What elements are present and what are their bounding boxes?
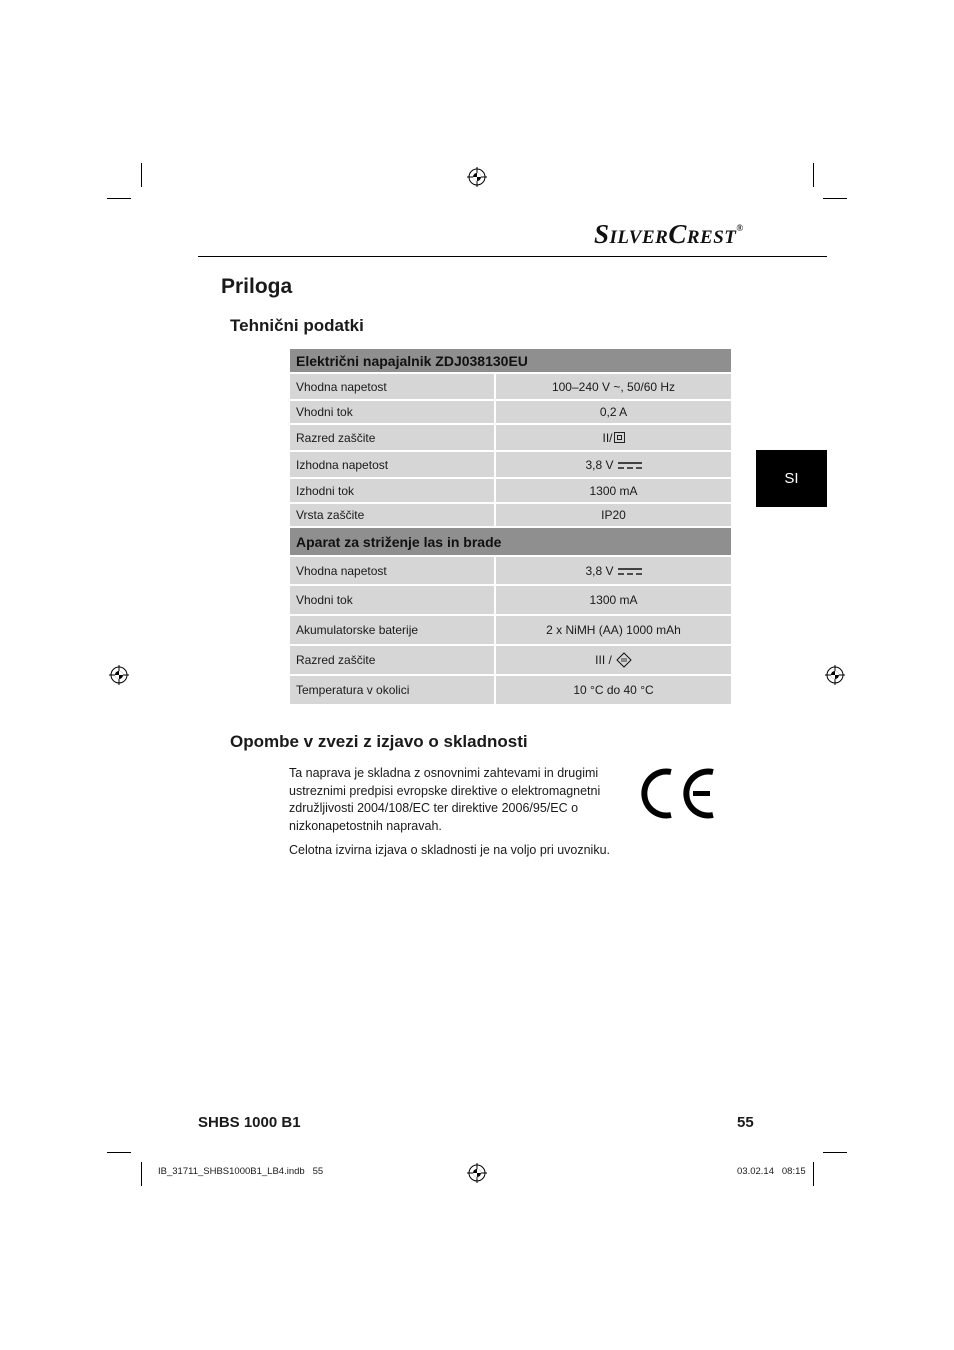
- row-value: [496, 452, 731, 477]
- spec-table: [290, 349, 731, 706]
- row-label: Razred zaščite: [290, 425, 494, 450]
- row-value: [496, 646, 731, 674]
- dc-current-icon: [618, 566, 642, 576]
- row-value: [496, 557, 731, 584]
- dc-current-icon: [618, 460, 642, 470]
- row-label: Temperatura v okolici: [290, 676, 494, 704]
- crop-mark: [813, 163, 814, 187]
- table-row: [290, 557, 731, 584]
- row-label: Vrsta zaščite: [290, 504, 494, 526]
- table-group-header: [290, 349, 731, 372]
- registration-mark-icon: [109, 665, 129, 685]
- page-title: Priloga: [221, 275, 293, 298]
- language-tab: SI: [756, 450, 827, 507]
- table-row: [290, 425, 731, 450]
- brand-part1: Silver: [594, 219, 669, 249]
- footer-model: SHBS 1000 B1: [198, 1114, 301, 1131]
- crop-mark: [141, 163, 142, 187]
- row-label: Vhodna napetost: [290, 374, 494, 399]
- row-label: Vhodni tok: [290, 586, 494, 614]
- protection-class-iii-icon: [616, 652, 632, 668]
- row-value: 0,2 A: [496, 401, 731, 423]
- ce-mark: [641, 766, 717, 821]
- row-value: 1300 mA: [496, 479, 731, 502]
- section-title-tech: Tehnični podatki: [230, 316, 364, 335]
- row-label: Akumulatorske baterije: [290, 616, 494, 644]
- row-label: Izhodna napetost: [290, 452, 494, 477]
- crop-mark: [823, 198, 847, 199]
- registration-mark-icon: [467, 167, 487, 187]
- row-value-text: III /: [595, 653, 612, 667]
- row-value: [496, 425, 731, 450]
- table-row: [290, 479, 731, 502]
- table-group-header: [290, 528, 731, 555]
- row-value: IP20: [496, 504, 731, 526]
- table-row: [290, 452, 731, 477]
- row-value-text: 3,8 V: [585, 457, 614, 472]
- row-label: Vhodni tok: [290, 401, 494, 423]
- registration-mark-icon: [825, 665, 845, 685]
- crop-mark: [813, 1162, 814, 1186]
- crop-mark: [107, 1152, 131, 1153]
- row-label: Izhodni tok: [290, 479, 494, 502]
- table-row: [290, 374, 731, 399]
- brand-logo: [594, 219, 744, 250]
- row-value-text: 3,8 V: [585, 563, 614, 578]
- row-value-text: II/: [602, 430, 613, 445]
- conformity-paragraph: Celotna izvirna izjava o skladnosti je na voljo pri uvozniku.: [289, 843, 610, 857]
- registration-mark-icon: [467, 1163, 487, 1183]
- conformity-paragraph: Ta naprava je skladna z osnovnimi zahtevami in drugimi ustreznimi predpisi evropske direktive o elektromagnetni združljivosti 2004/108/EC ter direktive 2006/95/EC o nizkonapetostnih napravah.: [289, 766, 601, 833]
- crop-mark: [141, 1162, 142, 1186]
- table-row: [290, 586, 731, 614]
- header-rule: [198, 256, 827, 257]
- trademark-symbol: ®: [736, 223, 744, 233]
- table-row: [290, 616, 731, 644]
- row-value: 1300 mA: [496, 586, 731, 614]
- slug-file: IB_31711_SHBS1000B1_LB4.indb 55: [158, 1166, 324, 1177]
- crop-mark: [107, 198, 131, 199]
- table-row: [290, 401, 731, 423]
- table-row: [290, 646, 731, 674]
- slug-date: 03.02.14 08:15: [737, 1166, 806, 1177]
- row-label: Vhodna napetost: [290, 557, 494, 584]
- table-row: [290, 676, 731, 704]
- section-title-conformity: Opombe v zvezi z izjavo o skladnosti: [230, 732, 528, 751]
- crop-mark: [823, 1152, 847, 1153]
- row-value: 2 x NiMH (AA) 1000 mAh: [496, 616, 731, 644]
- protection-class-ii-icon: [614, 432, 625, 443]
- table-row: [290, 504, 731, 526]
- brand-part2: Crest: [668, 219, 737, 249]
- row-label: Razred zaščite: [290, 646, 494, 674]
- table-group-header-text: Aparat za striženje las in brade: [290, 528, 731, 555]
- table-group-header-text: Električni napajalnik ZDJ038130EU: [290, 349, 731, 372]
- page-number: 55: [737, 1114, 754, 1131]
- row-value: 100–240 V ~, 50/60 Hz: [496, 374, 731, 399]
- row-value: 10 °C do 40 °C: [496, 676, 731, 704]
